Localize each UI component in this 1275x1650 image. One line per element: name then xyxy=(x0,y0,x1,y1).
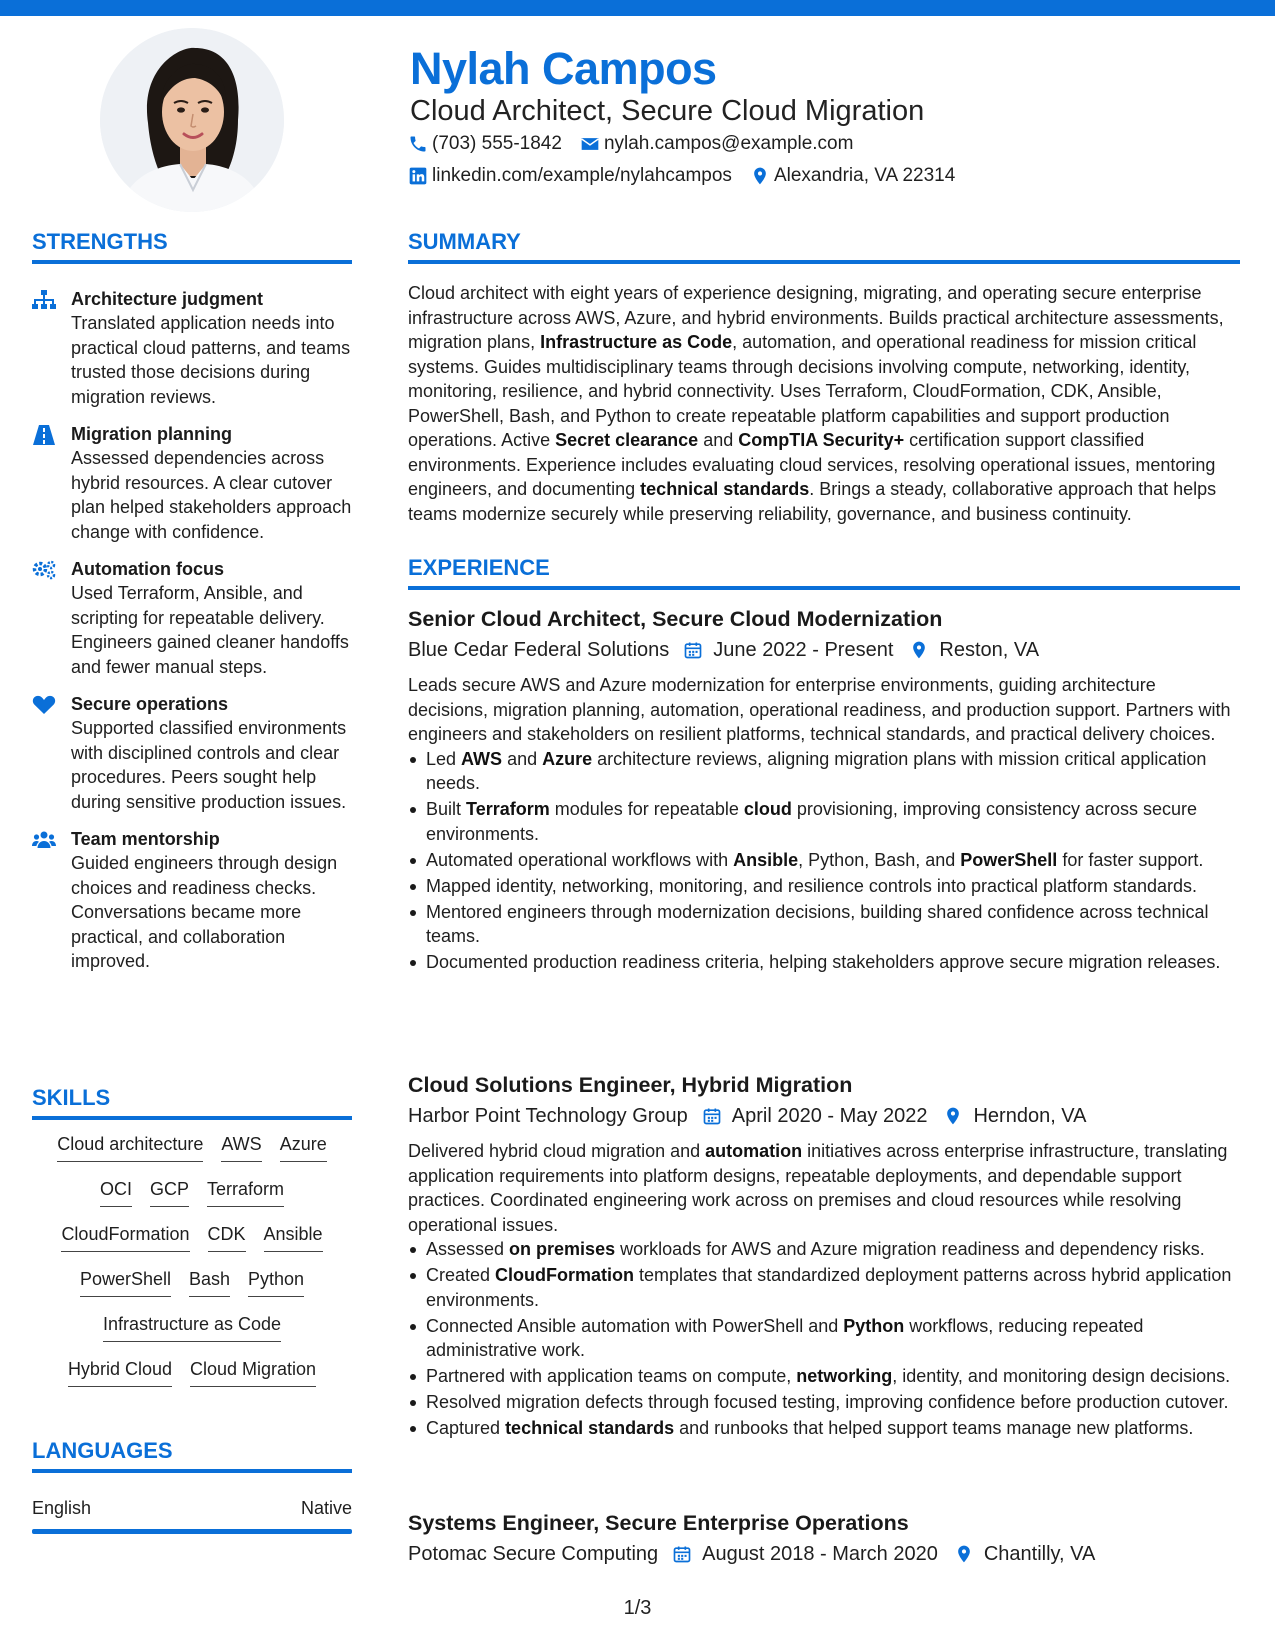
summary-text xyxy=(408,281,1240,526)
skill-tag: Azure xyxy=(280,1132,327,1162)
phone-text: (703) 555-1842 xyxy=(432,133,562,154)
bold-phrase: on premises xyxy=(509,1239,616,1259)
top-accent-bar xyxy=(0,0,1275,16)
job-company: Potomac Secure Computing xyxy=(408,1543,659,1565)
strength-item xyxy=(32,557,352,679)
bold-phrase: technical standards xyxy=(505,1418,675,1438)
text-run: Delivered hybrid cloud migration and xyxy=(408,1141,706,1161)
skill-tag: Cloud architecture xyxy=(57,1132,203,1162)
text-run: Assessed xyxy=(426,1239,510,1259)
skill-tag: Bash xyxy=(189,1267,230,1297)
text-run: Partnered with application teams on compute, xyxy=(426,1366,797,1386)
text-run: . Brings a steady, collaborative approach that helps teams modernize securely while preserving reliability, governance, and business continuity. xyxy=(408,479,1217,524)
language-proficiency-bar xyxy=(32,1529,352,1534)
strength-item xyxy=(32,287,352,409)
text-run: , automation, and operational readiness for mission critical systems. Guides multidisciplinary teams through decisions involving compute, networking, identity, monitoring, resilience, and hybrid connectivity. Uses Terraform, CloudFormation, CDK, Ansible, PowerShell, Bash, and Python to create repeatable platform capabilities and support production operations. Active xyxy=(408,332,1197,450)
text-run: certification support classified environments. Experience includes evaluating cloud services, resolving operational issues, mentoring engineers, and documenting xyxy=(408,430,1216,499)
text-run: modules for repeatable xyxy=(549,799,744,819)
skill-tag: OCI xyxy=(100,1177,132,1207)
text-run: Automated operational workflows with xyxy=(426,849,734,870)
language-item xyxy=(32,1496,352,1520)
job-company: Harbor Point Technology Group xyxy=(408,1105,688,1127)
bold-phrase: Ansible xyxy=(733,849,799,870)
job-dates: April 2020 - May 2022 xyxy=(731,1105,928,1127)
skill-tag: AWS xyxy=(221,1132,261,1162)
text-run: , identity, and monitoring design decisions. xyxy=(892,1366,1231,1386)
envelope-icon xyxy=(580,134,600,154)
job-dates: August 2018 - March 2020 xyxy=(702,1543,938,1565)
job-description xyxy=(408,673,1240,747)
experience-heading: EXPERIENCE xyxy=(408,555,1240,590)
bullet-item xyxy=(408,900,1240,949)
strength-title: Automation focus xyxy=(71,559,224,579)
text-run: templates that standardized deployment patterns across hybrid application environments. xyxy=(426,1265,1232,1310)
job-dates: June 2022 - Present xyxy=(713,639,894,661)
skill-tag: CloudFormation xyxy=(61,1222,189,1252)
skills-row xyxy=(32,1132,352,1177)
phone-icon xyxy=(408,134,428,154)
strength-desc: Supported classified environments with disciplined controls and clear procedures. Peers sought help during sensitive production issues. xyxy=(71,718,347,812)
skill-tag: Terraform xyxy=(207,1177,284,1207)
text-run: , Python, Bash, and xyxy=(798,849,961,870)
job-description xyxy=(408,1139,1240,1237)
text-run: Documented production readiness criteria, helping stakeholders approve secure migration releases. xyxy=(426,952,1221,972)
skills-list xyxy=(32,1132,352,1402)
job-company: Blue Cedar Federal Solutions xyxy=(408,639,670,661)
text-run: Mentored engineers through modernization decisions, building shared confidence across technical teams. xyxy=(426,901,1209,946)
heart-icon xyxy=(32,695,56,715)
strengths-heading: STRENGTHS xyxy=(32,229,352,264)
strengths-list xyxy=(32,287,352,987)
strength-desc: Used Terraform, Ansible, and scripting for repeatable delivery. Engineers gained cleaner handoffs and fewer manual steps. xyxy=(71,583,349,677)
job-entry xyxy=(408,1071,1240,1442)
bold-phrase: technical standards xyxy=(640,479,810,499)
text-run: Mapped identity, networking, monitoring, and resilience controls into practical platform standards. xyxy=(426,875,1198,896)
map-pin-icon xyxy=(909,640,929,660)
text-run: Connected Ansible automation with PowerShell and xyxy=(426,1315,844,1336)
strength-title: Migration planning xyxy=(71,424,232,444)
strength-desc: Translated application needs into practical cloud patterns, and teams trusted those decisions during migration reviews. xyxy=(71,313,351,407)
job-location: Reston, VA xyxy=(939,639,1040,661)
bullet-item xyxy=(408,1390,1240,1415)
map-pin-icon xyxy=(750,166,770,186)
strength-item xyxy=(32,827,352,974)
skill-tag: CDK xyxy=(208,1222,246,1252)
calendar-icon xyxy=(702,1106,722,1126)
calendar-icon xyxy=(683,640,703,660)
bold-phrase: Terraform xyxy=(466,799,550,819)
road-icon xyxy=(32,425,56,445)
job-title: Systems Engineer, Secure Enterprise Operations xyxy=(408,1511,909,1535)
bold-phrase: Secret clearance xyxy=(555,430,699,450)
text-run: Cloud architect with eight years of experience designing, migrating, and operating secure enterprise infrastructure across AWS, Azure, and hybrid environments. Builds practical architecture assessments, migration plans, xyxy=(408,283,1224,352)
skill-tag: Ansible xyxy=(264,1222,323,1252)
job-entry xyxy=(408,605,1240,976)
strength-title: Team mentorship xyxy=(71,829,220,849)
text-run: for faster support. xyxy=(1057,849,1204,870)
text-run: initiatives across enterprise infrastructure, translating application requirements into platform designs, repeatable deployments, and dependable support practices. Coordinated engineering work across on premises and cloud resources while resolving operational issues. xyxy=(408,1141,1228,1235)
linkedin-icon xyxy=(408,166,428,186)
strength-desc: Guided engineers through design choices and readiness checks. Conversations became more practical, and collaboration improved. xyxy=(71,853,338,971)
job-meta xyxy=(408,1101,1240,1131)
email-text: nylah.campos@example.com xyxy=(603,133,854,154)
job-entry xyxy=(408,1509,1240,1569)
email-item[interactable] xyxy=(580,133,854,155)
linkedin-item[interactable] xyxy=(408,165,732,187)
job-location: Chantilly, VA xyxy=(983,1543,1096,1565)
skills-row xyxy=(32,1222,352,1267)
location-item xyxy=(750,165,955,187)
bold-phrase: Azure xyxy=(542,748,593,769)
text-run: workloads for AWS and Azure migration readiness and dependency risks. xyxy=(615,1239,1205,1259)
skills-row xyxy=(32,1177,352,1222)
bullet-item xyxy=(408,950,1240,975)
phone-item[interactable] xyxy=(408,133,562,155)
strength-item xyxy=(32,422,352,544)
strength-title: Secure operations xyxy=(71,694,229,714)
text-run: Resolved migration defects through focused testing, improving confidence before production cutover. xyxy=(426,1392,1229,1412)
bold-phrase: Python xyxy=(843,1315,905,1336)
job-bullets xyxy=(408,747,1240,975)
bold-phrase: CompTIA Security+ xyxy=(738,430,905,450)
job-meta xyxy=(408,1539,1240,1569)
skill-tag: Python xyxy=(248,1267,304,1297)
profile-photo xyxy=(100,28,284,212)
bullet-item xyxy=(408,1416,1240,1441)
candidate-name: Nylah Campos xyxy=(410,43,717,94)
bullet-item xyxy=(408,1314,1240,1363)
bullet-item xyxy=(408,1263,1240,1312)
text-run: and runbooks that helped support teams manage new platforms. xyxy=(674,1418,1194,1438)
calendar-icon xyxy=(672,1544,692,1564)
candidate-title: Cloud Architect, Secure Cloud Migration xyxy=(410,95,925,127)
strength-desc: Assessed dependencies across hybrid resources. A clear cutover plan helped stakeholders approach change with confidence. xyxy=(71,448,352,542)
skill-tag: PowerShell xyxy=(80,1267,171,1297)
bullet-item xyxy=(408,1237,1240,1262)
contact-row-1 xyxy=(408,133,871,155)
sitemap-icon xyxy=(32,290,56,310)
job-title: Cloud Solutions Engineer, Hybrid Migration xyxy=(408,1073,853,1097)
skill-tag: GCP xyxy=(150,1177,189,1207)
gears-icon xyxy=(32,560,56,580)
summary-heading: SUMMARY xyxy=(408,229,1240,264)
text-run: Created xyxy=(426,1265,496,1285)
skills-row xyxy=(32,1312,352,1357)
bullet-item xyxy=(408,848,1240,873)
bold-phrase: networking xyxy=(796,1366,893,1386)
skills-row xyxy=(32,1357,352,1402)
bold-phrase: PowerShell xyxy=(960,849,1058,870)
users-icon xyxy=(32,830,56,850)
bold-phrase: CloudFormation xyxy=(495,1265,635,1285)
languages-heading: LANGUAGES xyxy=(32,1438,352,1473)
summary-section xyxy=(408,281,1240,526)
map-pin-icon xyxy=(954,1544,974,1564)
skills-heading: SKILLS xyxy=(32,1085,352,1120)
text-run: provisioning, improving consistency across secure environments. xyxy=(426,799,1198,844)
skill-tag: Infrastructure as Code xyxy=(103,1312,281,1342)
contact-row-2 xyxy=(408,165,973,187)
bold-phrase: AWS xyxy=(461,748,503,769)
skills-row xyxy=(32,1267,352,1312)
location-text: Alexandria, VA 22314 xyxy=(773,165,956,186)
language-name: English xyxy=(32,1498,92,1518)
skill-tag: Hybrid Cloud xyxy=(68,1357,172,1387)
text-run: Led xyxy=(426,748,462,769)
bullet-item xyxy=(408,797,1240,846)
strength-item xyxy=(32,692,352,814)
bullet-item xyxy=(408,747,1240,796)
skill-tag: Cloud Migration xyxy=(190,1357,316,1387)
strength-title: Architecture judgment xyxy=(71,289,264,309)
linkedin-text: linkedin.com/example/nylahcampos xyxy=(432,165,732,186)
bullet-item xyxy=(408,1364,1240,1389)
bold-phrase: cloud xyxy=(743,799,792,819)
language-level: Native xyxy=(300,1498,352,1518)
text-run: and xyxy=(698,430,739,450)
text-run: Captured xyxy=(426,1418,506,1438)
text-run: and xyxy=(502,748,543,769)
job-location: Herndon, VA xyxy=(973,1105,1087,1127)
text-run: architecture reviews, aligning migration plans with mission critical application needs. xyxy=(426,748,1207,793)
text-run: workflows, reducing repeated administrative work. xyxy=(426,1315,1144,1360)
text-run: Built xyxy=(426,799,467,819)
job-bullets xyxy=(408,1237,1240,1441)
bold-phrase: Infrastructure as Code xyxy=(540,332,733,352)
bullet-item xyxy=(408,874,1240,899)
map-pin-icon xyxy=(943,1106,963,1126)
page-number: 1/3 xyxy=(623,1597,652,1619)
bold-phrase: automation xyxy=(705,1141,803,1161)
text-run: Leads secure AWS and Azure modernization for enterprise environments, guiding architecture decisions, migration planning, automation, operational readiness, and production support. Partners with engineers and stakeholders on resilient platforms, technical standards, and practical delivery choices. xyxy=(408,675,1231,744)
job-meta xyxy=(408,635,1240,665)
job-title: Senior Cloud Architect, Secure Cloud Modernization xyxy=(408,607,943,631)
